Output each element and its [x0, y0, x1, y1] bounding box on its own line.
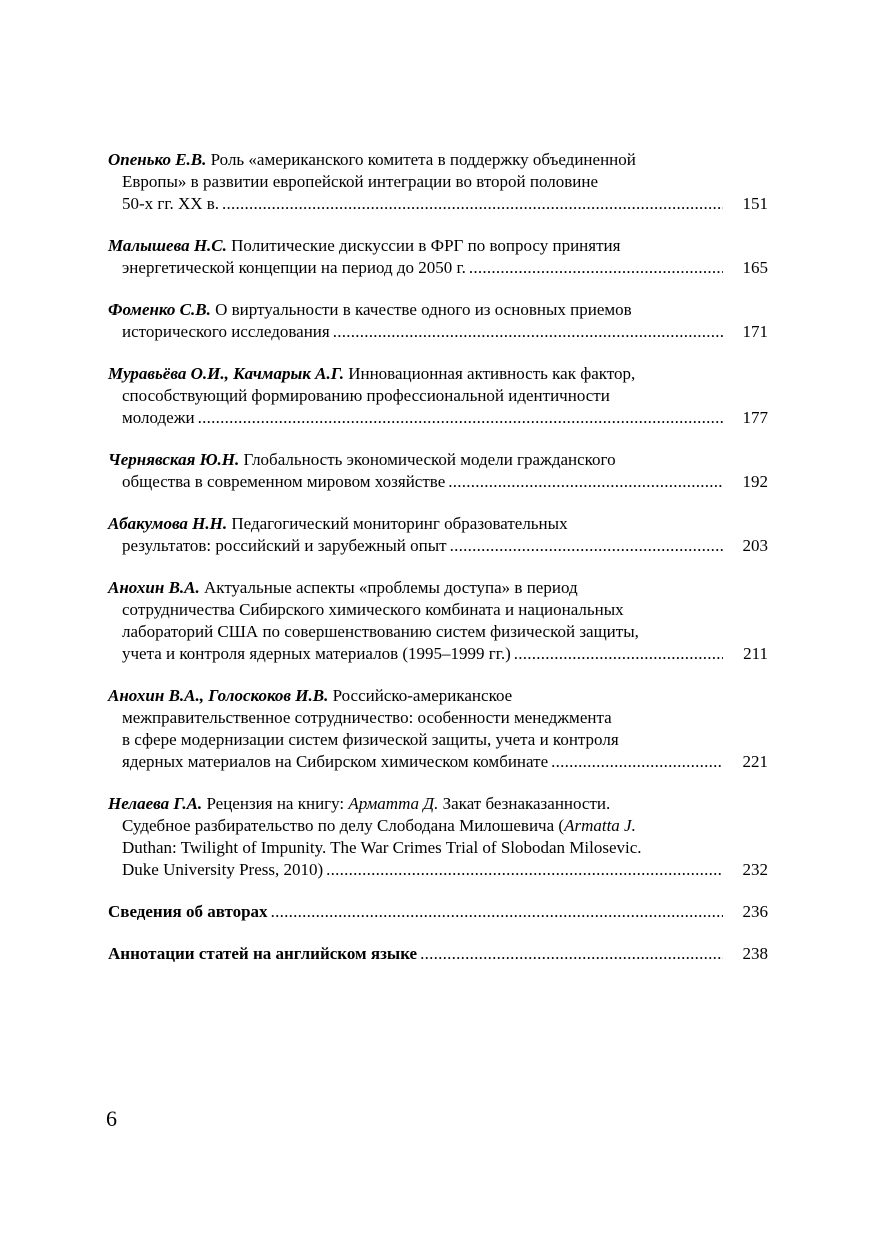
entry-title: Политические дискуссии в ФРГ по вопросу принятия — [226, 236, 621, 255]
entry-title: Российско-американское — [328, 686, 513, 705]
toc-entry — [108, 513, 768, 557]
dot-leader — [469, 257, 723, 279]
page-number: 6 — [106, 1106, 117, 1131]
entry-title: Судебное разбирательство по делу Слободана Милошевича ( — [122, 816, 565, 835]
entry-author: Чернявская Ю.Н. — [108, 450, 240, 469]
entry-title-italic: Armatta J. — [564, 816, 636, 835]
dot-leader — [450, 535, 723, 557]
entry-author: Абакумова Н.Н. — [108, 514, 228, 533]
section-page: 236 — [742, 902, 768, 921]
toc-section — [108, 943, 768, 965]
dot-leader — [222, 193, 723, 215]
entry-title: Инновационная активность как фактор, — [343, 364, 636, 383]
entry-author: Опенько Е.В. — [108, 150, 207, 169]
table-of-contents — [108, 149, 768, 985]
entry-title: Рецензия на книгу: — [202, 794, 349, 813]
entry-title: Duthan: Twilight of Impunity. The War Crimes Trial of Slobodan Milosevic. — [122, 838, 642, 857]
entry-title: сотрудничества Сибирского химического комбината и национальных — [122, 600, 624, 619]
entry-title: Европы» в развитии европейской интеграции во второй половине — [122, 172, 598, 191]
entry-title: Педагогический мониторинг образовательных — [227, 514, 568, 533]
entry-page: 151 — [742, 194, 768, 213]
toc-entry — [108, 149, 768, 215]
entry-title: О виртуальности в качестве одного из основных приемов — [210, 300, 632, 319]
section-page: 238 — [742, 944, 768, 963]
entry-title: Глобальность экономической модели гражданского — [239, 450, 616, 469]
toc-entry — [108, 449, 768, 493]
entry-title: энергетической концепции на период до 2050 г. — [122, 258, 466, 277]
entry-author: Анохин В.А. — [108, 578, 200, 597]
dot-leader — [448, 471, 723, 493]
section-title: Сведения об авторах — [108, 902, 268, 921]
entry-page: 192 — [742, 472, 768, 491]
entry-title: 50-х гг. XX в. — [122, 194, 220, 213]
entry-title: Актуальные аспекты «проблемы доступа» в период — [199, 578, 578, 597]
entry-title: общества в современном мировом хозяйстве — [122, 472, 446, 491]
entry-page: 165 — [742, 258, 768, 277]
entry-title: ядерных материалов на Сибирском химическом комбинате — [122, 752, 549, 771]
toc-entry — [108, 363, 768, 429]
entry-author: Анохин В.А., Голоскоков И.В. — [108, 686, 329, 705]
entry-page: 171 — [742, 322, 768, 341]
entry-title-italic: Арматта Д. — [348, 794, 439, 813]
toc-entry — [108, 793, 768, 881]
entry-author: Малышева Н.С. — [108, 236, 227, 255]
entry-title: Duke University Press, 2010) — [122, 860, 324, 879]
entry-page: 221 — [742, 752, 768, 771]
entry-title: Роль «американского комитета в поддержку объединенной — [206, 150, 636, 169]
toc-entry — [108, 299, 768, 343]
dot-leader — [551, 751, 723, 773]
entry-page: 232 — [742, 860, 768, 879]
entry-author: Фоменко С.В. — [108, 300, 211, 319]
entry-title: способствующий формированию профессиональной идентичности — [122, 386, 610, 405]
entry-title: учета и контроля ядерных материалов (1995–1999 гг.) — [122, 644, 511, 663]
toc-entry — [108, 685, 768, 773]
toc-entry — [108, 577, 768, 665]
dot-leader — [271, 901, 723, 923]
entry-author: Муравьёва О.И., Качмарык А.Г. — [108, 364, 344, 383]
entry-page: 203 — [742, 536, 768, 555]
entry-title: результатов: российский и зарубежный опыт — [122, 536, 447, 555]
entry-title: в сфере модернизации систем физической защиты, учета и контроля — [122, 730, 619, 749]
entry-title: исторического исследования — [122, 322, 330, 341]
entry-title: межправительственное сотрудничество: особенности менеджмента — [122, 708, 612, 727]
section-title: Аннотации статей на английском языке — [108, 944, 418, 963]
toc-entry — [108, 235, 768, 279]
entry-title: Закат безнаказанности. — [438, 794, 611, 813]
entry-title: молодежи — [122, 408, 195, 427]
entry-title: лабораторий США по совершенствованию систем физической защиты, — [122, 622, 639, 641]
entry-page: 177 — [742, 408, 768, 427]
toc-section — [108, 901, 768, 923]
entry-author: Нелаева Г.А. — [108, 794, 203, 813]
dot-leader — [514, 643, 723, 665]
entry-page: 211 — [743, 644, 768, 663]
dot-leader — [326, 859, 723, 881]
dot-leader — [420, 943, 723, 965]
dot-leader — [198, 407, 723, 429]
dot-leader — [333, 321, 723, 343]
